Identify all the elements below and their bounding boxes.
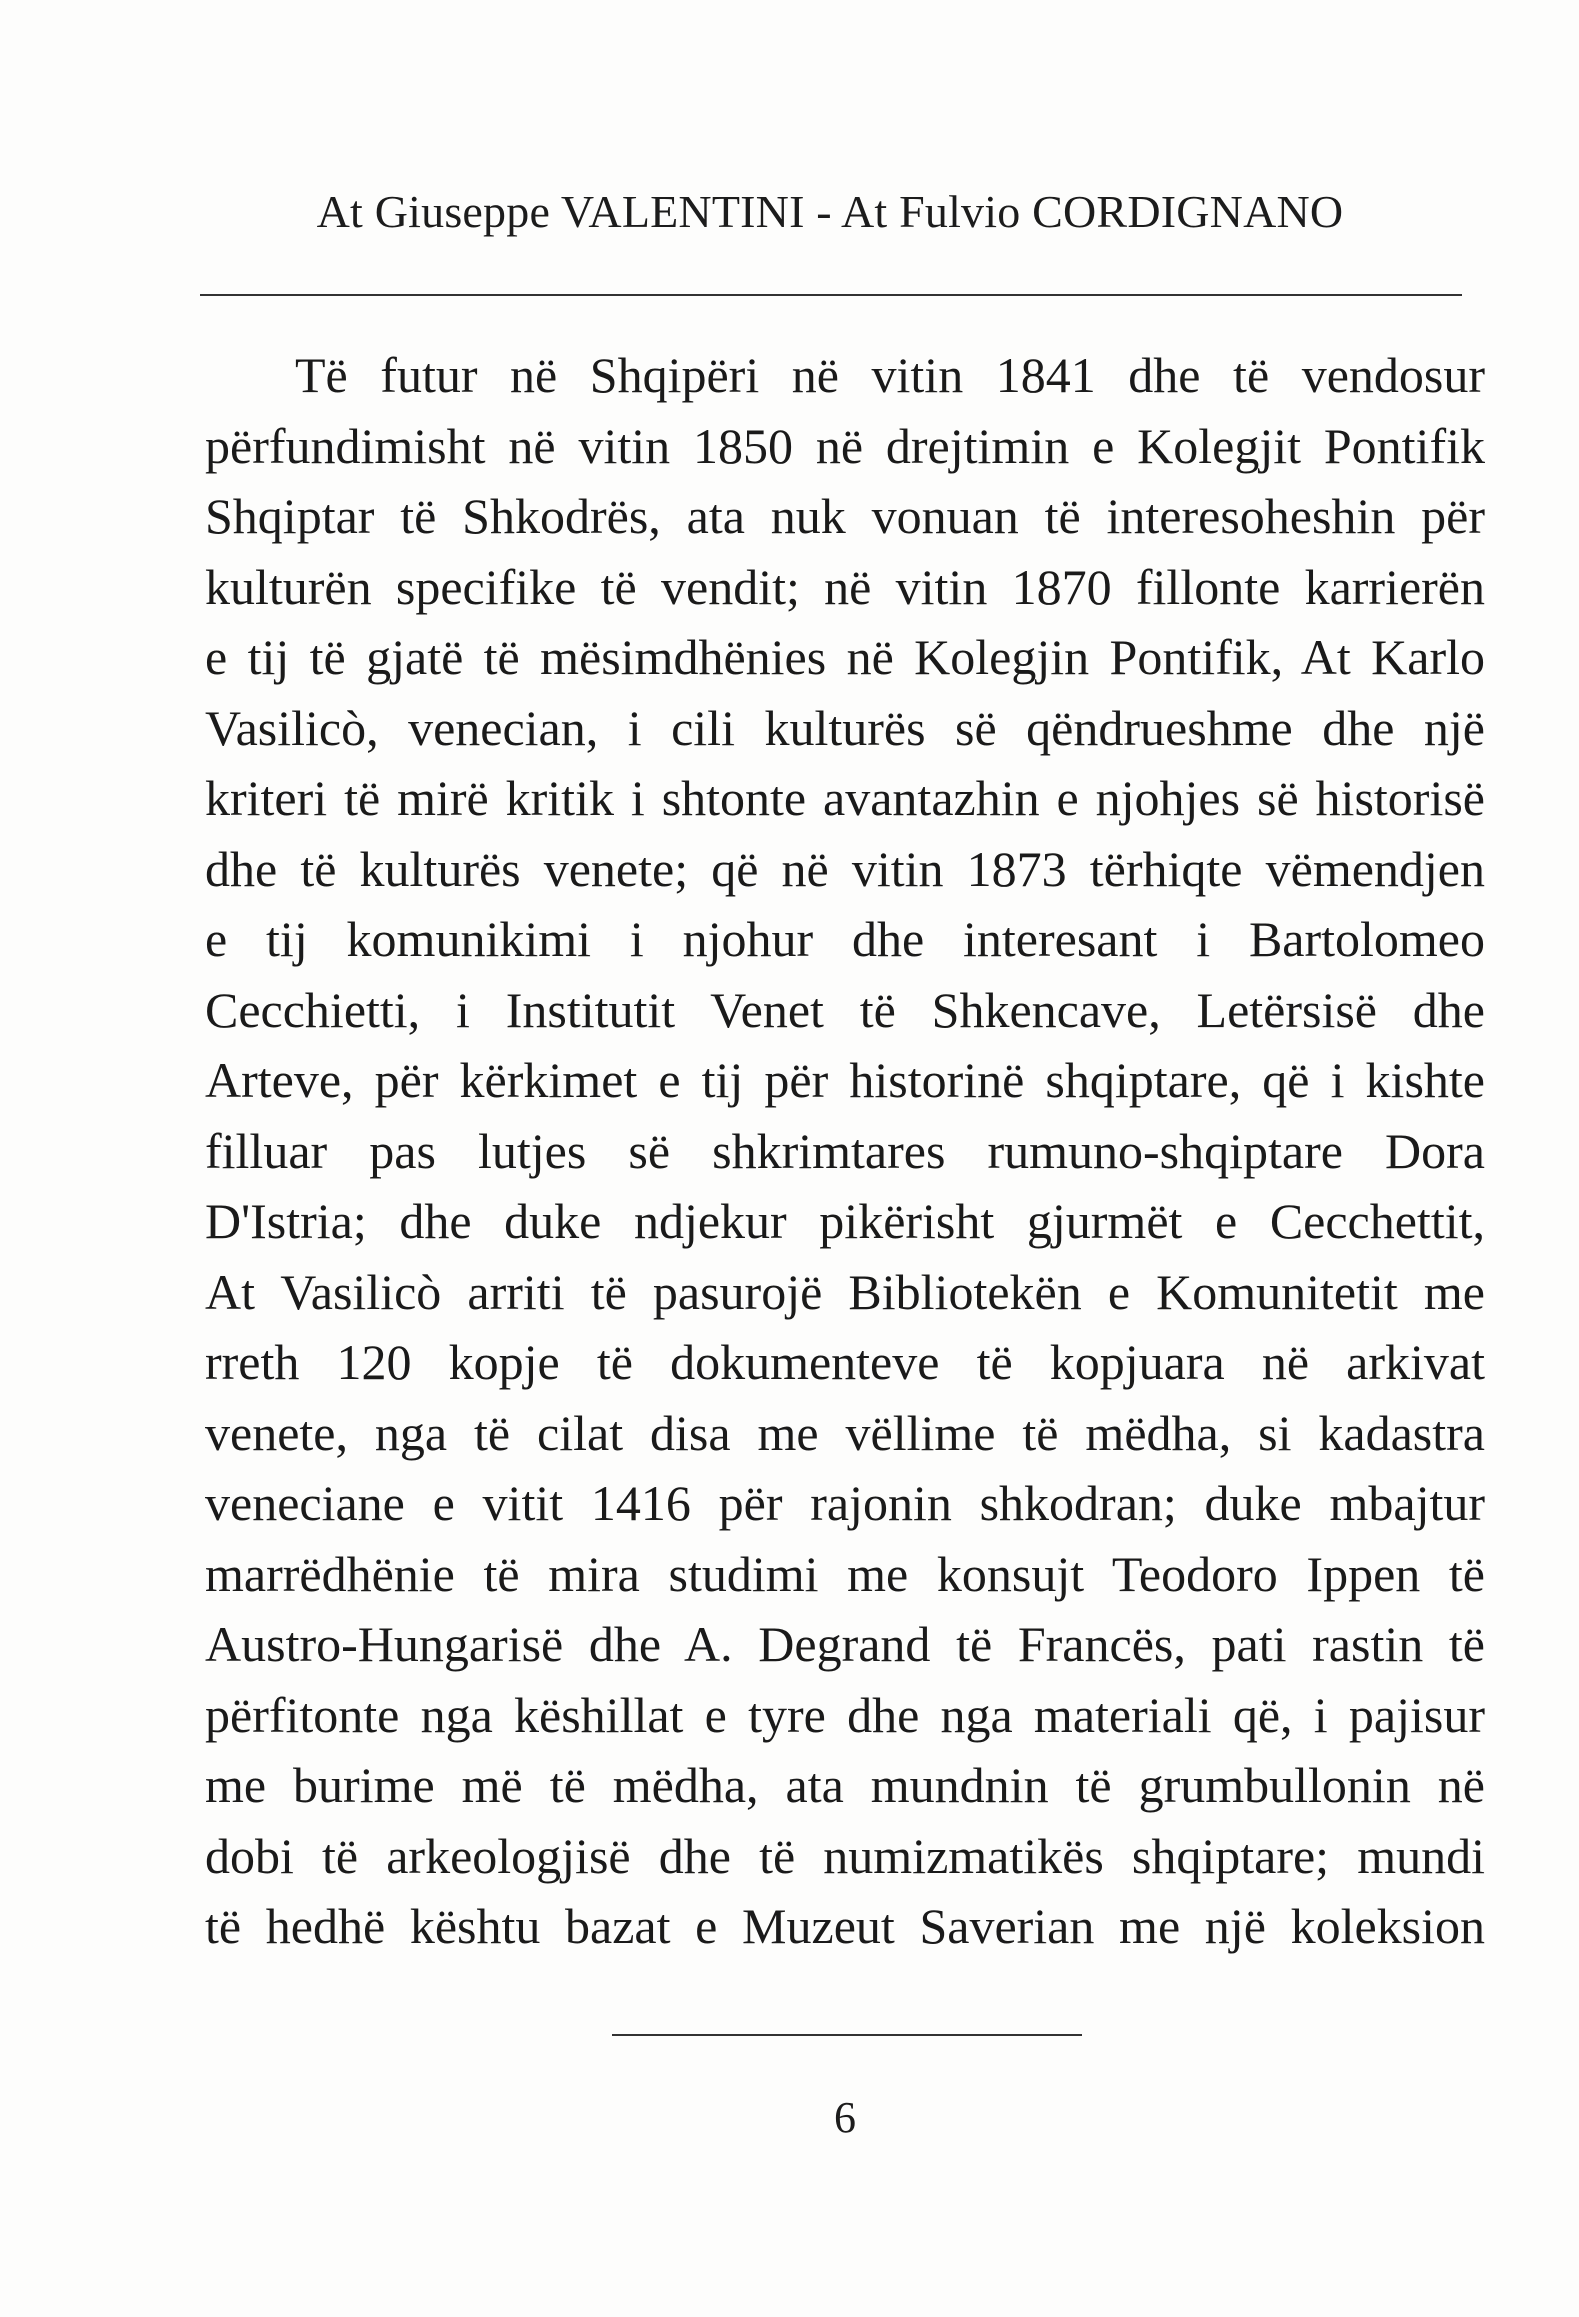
text-line: përfitonte nga këshillat e tyre dhe nga materiali që, i pajisur bbox=[205, 1686, 1485, 1743]
text-line: me burime më të mëdha, ata mundnin të grumbullonin në bbox=[205, 1757, 1485, 1813]
text-line: kriteri të mirë kritik i shtonte avantazhin e njohjes së historisë bbox=[205, 770, 1485, 826]
text-line: rreth 120 kopje të dokumenteve të kopjuara në arkivat bbox=[205, 1334, 1485, 1390]
text-line: e tij komunikimi i njohur dhe interesant i Bartolomeo bbox=[205, 911, 1485, 967]
running-header: At Giuseppe VALENTINI - At Fulvio CORDIGNANO bbox=[316, 186, 1344, 237]
body-paragraph bbox=[205, 340, 1485, 1962]
text-line: veneciane e vitit 1416 për rajonin shkodran; duke mbajtur bbox=[205, 1475, 1485, 1531]
page-number: 6 bbox=[834, 2093, 856, 2142]
header-divider bbox=[200, 294, 1462, 296]
text-line: Të futur në Shqipëri në vitin 1841 dhe të vendosur bbox=[295, 347, 1485, 403]
text-line: përfundimisht në vitin 1850 në drejtimin e Kolegjit Pontifik bbox=[205, 417, 1485, 474]
text-line: Cecchietti, i Institutit Venet të Shkencave, Letërsisë dhe bbox=[205, 981, 1485, 1038]
footer-divider bbox=[612, 2034, 1082, 2036]
text-line: filluar pas lutjes së shkrimtares rumuno-shqiptare Dora bbox=[205, 1122, 1485, 1179]
text-line: venete, nga të cilat disa me vëllime të mëdha, si kadastra bbox=[205, 1404, 1485, 1461]
text-line: D'Istria; dhe duke ndjekur pikërisht gjurmët e Cecchettit, bbox=[205, 1193, 1485, 1249]
text-line: marrëdhënie të mira studimi me konsujt Teodoro Ippen të bbox=[205, 1545, 1485, 1602]
text-line: të hedhë kështu bazat e Muzeut Saverian me një koleksion bbox=[205, 1898, 1485, 1954]
text-line: Shqiptar të Shkodrës, ata nuk vonuan të interesoheshin për bbox=[205, 488, 1485, 544]
text-line: Vasilicò, venecian, i cili kulturës së qëndrueshme dhe një bbox=[205, 699, 1485, 756]
text-line: Austro-Hungarisë dhe A. Degrand të Francës, pati rastin të bbox=[205, 1616, 1485, 1672]
text-line: dobi të arkeologjisë dhe të numizmatikës shqiptare; mundi bbox=[205, 1827, 1485, 1884]
text-line: Arteve, për kërkimet e tij për historinë shqiptare, që i kishte bbox=[205, 1052, 1485, 1108]
text-line: kulturën specifike të vendit; në vitin 1870 fillonte karrierën bbox=[205, 558, 1485, 615]
text-line: At Vasilicò arriti të pasurojë Bibliotekën e Komunitetit me bbox=[205, 1263, 1485, 1320]
text-line: e tij të gjatë të mësimdhënies në Kolegjin Pontifik, At Karlo bbox=[205, 629, 1485, 685]
text-line: dhe të kulturës venete; që në vitin 1873 tërhiqte vëmendjen bbox=[205, 840, 1485, 897]
